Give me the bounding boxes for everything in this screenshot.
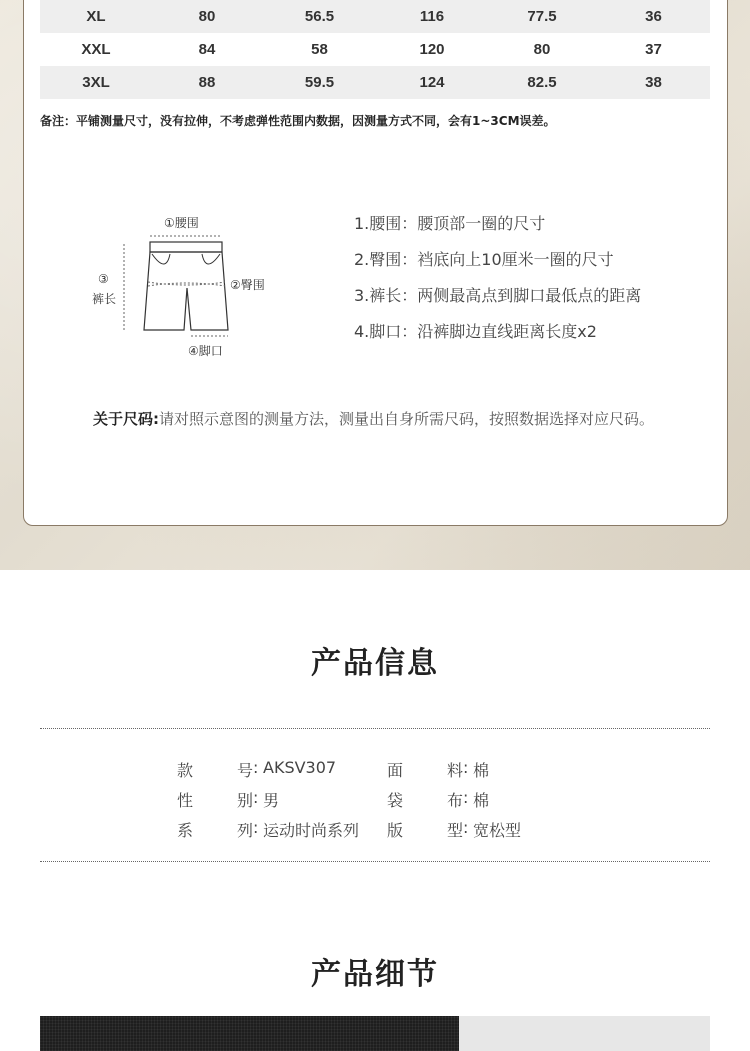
info-colon: : [463, 787, 469, 807]
info-colon: : [253, 757, 259, 777]
info-value: 运动时尚系列 [263, 820, 360, 840]
hip-label: ②臀围 [230, 278, 265, 292]
info-item [177, 788, 387, 811]
info-label-char: 版 [387, 820, 404, 840]
info-label [387, 788, 463, 811]
info-value: 男 [263, 790, 280, 810]
info-value: 棉 [473, 790, 490, 810]
info-item [177, 818, 387, 841]
info-label [387, 758, 463, 781]
table-row [40, 66, 710, 99]
info-label-char: 系 [177, 820, 194, 840]
info-label-char: 型 [446, 820, 463, 840]
info-label-char: 袋 [387, 790, 404, 810]
divider [40, 861, 710, 862]
measurement-list [354, 212, 641, 356]
table-cell: 56.5 [304, 8, 335, 25]
info-label-char: 号 [236, 760, 253, 780]
size-advice [93, 404, 683, 434]
info-colon: : [253, 787, 259, 807]
waist-label: ①腰围 [164, 216, 199, 230]
info-row [177, 754, 597, 784]
info-label-char: 性 [177, 790, 194, 810]
info-value: 棉 [473, 760, 490, 780]
info-colon: : [253, 817, 259, 837]
table-cell: 120 [419, 41, 445, 58]
product-detail-title: 产品细节 [311, 957, 439, 992]
info-colon: : [463, 757, 469, 777]
table-row [40, 33, 710, 66]
list-item: 4.脚口：沿裤脚边直线距离长度x2 [354, 322, 597, 341]
list-item: 1.腰围：腰顶部一圈的尺寸 [354, 214, 546, 233]
info-label [177, 788, 253, 811]
info-item [387, 758, 597, 781]
table-cell: 84 [198, 41, 216, 58]
info-label-char: 料 [446, 760, 463, 780]
table-cell-size: XXL [81, 41, 111, 58]
size-table [40, 0, 710, 99]
info-value: 宽松型 [473, 820, 522, 840]
info-label-char: 布 [446, 790, 463, 810]
measurement-note: 备注：平铺测量尺寸，没有拉伸，不考虑弹性范围内数据，因测量方式不同，会有1~3CM误差。 [40, 114, 556, 128]
info-label-char: 别 [236, 790, 253, 810]
size-advice-label: 关于尺码: [93, 410, 159, 428]
table-cell: 38 [645, 74, 662, 91]
info-label [387, 818, 463, 841]
info-item [387, 788, 597, 811]
table-cell-size: XL [86, 8, 106, 25]
table-row [40, 0, 710, 33]
shorts-diagram [88, 208, 288, 368]
info-label [177, 758, 253, 781]
info-label [177, 818, 253, 841]
info-row [177, 784, 597, 814]
table-cell: 116 [419, 8, 445, 25]
table-cell: 124 [419, 74, 445, 91]
product-info-grid [177, 754, 597, 844]
list-item: 3.裤长：两侧最高点到脚口最低点的距离 [354, 286, 642, 305]
info-value: AKSV307 [263, 757, 337, 777]
hem-label: ④脚口 [188, 344, 223, 358]
product-info-title: 产品信息 [311, 646, 439, 681]
list-item: 2.臀围：裆底向上10厘米一圈的尺寸 [354, 250, 614, 269]
info-item [177, 758, 387, 781]
divider [40, 728, 710, 729]
table-cell: 80 [533, 41, 551, 58]
info-label-char: 列 [236, 820, 253, 840]
info-label-char: 面 [387, 760, 404, 780]
length-number-label: ③ [98, 272, 109, 286]
info-colon: : [463, 817, 469, 837]
table-cell: 59.5 [304, 74, 335, 91]
table-cell-size: 3XL [82, 74, 110, 91]
info-label-char: 款 [177, 760, 194, 780]
table-cell: 77.5 [527, 8, 557, 25]
info-item [387, 818, 597, 841]
info-row [177, 814, 597, 844]
table-cell: 36 [645, 8, 662, 25]
detail-photo-fabric [40, 1016, 459, 1051]
table-cell: 58 [311, 41, 328, 58]
table-cell: 88 [198, 74, 216, 91]
table-cell: 82.5 [527, 74, 557, 91]
table-cell: 80 [198, 8, 216, 25]
length-label: 裤长 [92, 292, 117, 306]
size-advice-text: 请对照示意图的测量方法，测量出自身所需尺码，按照数据选择对应尺码。 [159, 410, 655, 428]
table-cell: 37 [645, 41, 662, 58]
detail-photo-secondary [459, 1016, 710, 1051]
